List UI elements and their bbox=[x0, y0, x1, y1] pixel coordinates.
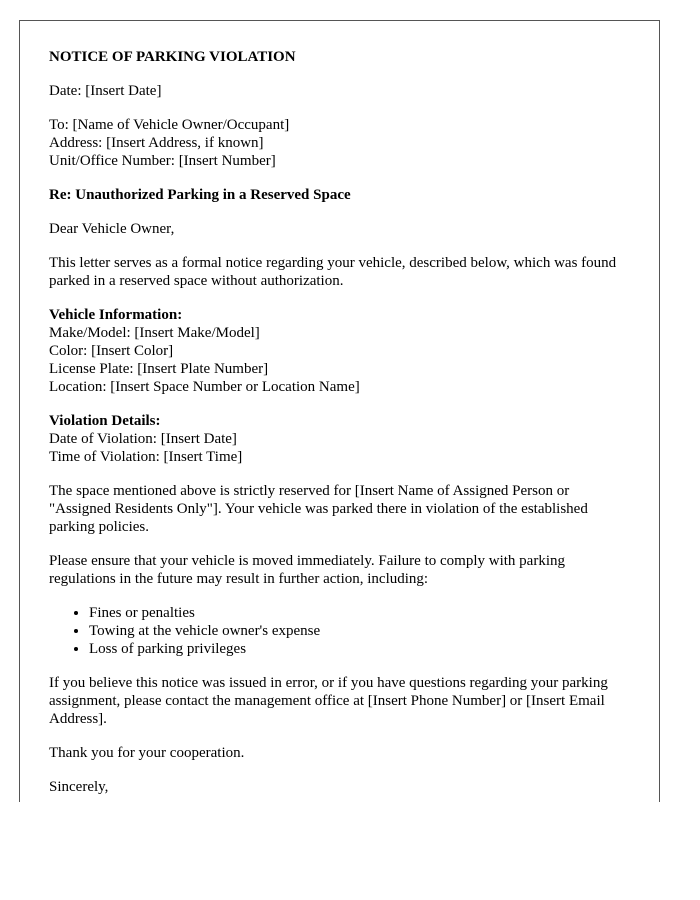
recipient-block bbox=[49, 116, 630, 170]
vehicle-information-heading: Vehicle Information: bbox=[49, 307, 183, 323]
subject-line: Re: Unauthorized Parking in a Reserved Space bbox=[49, 187, 351, 203]
recipient-name: To: [Name of Vehicle Owner/Occupant] bbox=[49, 117, 290, 133]
thanks-line: Thank you for your cooperation. bbox=[49, 745, 245, 761]
consequences-list bbox=[49, 604, 630, 658]
vehicle-location: Location: [Insert Space Number or Location Name] bbox=[49, 379, 360, 395]
recipient-address: Address: [Insert Address, if known] bbox=[49, 135, 264, 151]
violation-details-heading: Violation Details: bbox=[49, 413, 161, 429]
intro-paragraph: This letter serves as a formal notice regarding your vehicle, described below, which was found parked in a reserved space without authorization. bbox=[49, 255, 617, 289]
letter-page bbox=[19, 20, 660, 802]
salutation: Dear Vehicle Owner, bbox=[49, 221, 175, 237]
violation-details-section bbox=[49, 412, 630, 466]
reserved-space-paragraph: The space mentioned above is strictly reserved for [Insert Name of Assigned Person or "Assigned Residents Only"]. Your vehicle was parked there in violation of the established parking policies. bbox=[49, 483, 588, 535]
date-line: Date: [Insert Date] bbox=[49, 83, 162, 99]
vehicle-make-model: Make/Model: [Insert Make/Model] bbox=[49, 325, 260, 341]
vehicle-information-section bbox=[49, 306, 630, 396]
vehicle-color: Color: [Insert Color] bbox=[49, 343, 174, 359]
closing-line: Sincerely, bbox=[49, 779, 109, 795]
list-item: • Loss of parking privileges bbox=[89, 640, 630, 658]
recipient-unit: Unit/Office Number: [Insert Number] bbox=[49, 153, 276, 169]
contact-paragraph: If you believe this notice was issued in error, or if you have questions regarding your parking assignment, please contact the management office at [Insert Phone Number] or [Insert Email Address]. bbox=[49, 675, 608, 727]
letter-title: NOTICE OF PARKING VIOLATION bbox=[49, 49, 296, 65]
violation-date: Date of Violation: [Insert Date] bbox=[49, 431, 237, 447]
list-item: • Fines or penalties bbox=[89, 604, 630, 622]
violation-time: Time of Violation: [Insert Time] bbox=[49, 449, 243, 465]
action-paragraph: Please ensure that your vehicle is moved immediately. Failure to comply with parking regulations in the future may result in further action, including: bbox=[49, 553, 565, 587]
vehicle-license-plate: License Plate: [Insert Plate Number] bbox=[49, 361, 269, 377]
list-item: • Towing at the vehicle owner's expense bbox=[89, 622, 630, 640]
